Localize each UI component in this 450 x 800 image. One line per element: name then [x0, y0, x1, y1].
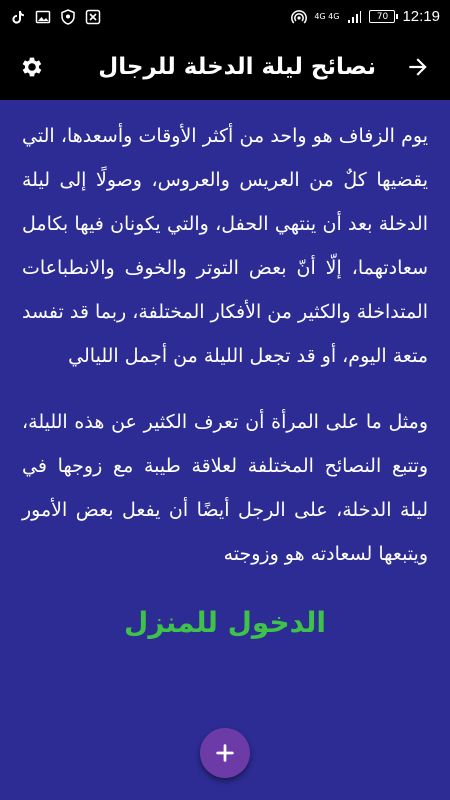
arrow-back-icon — [405, 54, 431, 80]
image-icon — [35, 9, 51, 25]
battery-icon — [369, 10, 395, 23]
paragraph-intro: يوم الزفاف هو واحد من أكثر الأوقات وأسعدها، التي يقضيها كلٌ من العريس والعروس، وصولًا إلى ليلة الدخلة بعد أن ينتهي الحفل، والتي يكونان فيها بكامل سعادتهما، إلّا أنّ بعض التوتر والخوف والانطباعات المتداخلة والكثير من الأفكار المختلفة، ربما قد تفسد متعة اليوم، أو قد تجعل الليلة من أجمل الليالي — [22, 125, 428, 367]
hotspot-icon — [291, 9, 307, 25]
app-bar — [0, 33, 450, 100]
status-bar-notifications — [10, 9, 101, 25]
network-type-label: 4G 4G — [314, 11, 340, 21]
tiktok-icon — [10, 9, 26, 25]
gear-icon — [19, 54, 45, 80]
section-heading: الدخول للمنزل — [124, 606, 326, 639]
back-button[interactable] — [398, 47, 438, 87]
add-fab-button[interactable] — [200, 728, 250, 778]
clock: 12:19 — [402, 8, 440, 25]
plus-icon — [214, 742, 236, 764]
status-bar-system — [291, 8, 440, 25]
shield-icon — [60, 9, 76, 25]
article-content — [0, 100, 450, 800]
page-title: نصائح ليلة الدخلة للرجال — [98, 53, 376, 80]
battery-level: 70 — [376, 11, 389, 22]
signal-icon — [346, 9, 362, 25]
settings-button[interactable] — [12, 47, 52, 87]
close-box-icon — [85, 9, 101, 25]
paragraph-advice: ومثل ما على المرأة أن تعرف الكثير عن هذه الليلة، وتتبع النصائح المختلفة لعلاقة طيبة مع زوجها في ليلة الدخلة، على الرجل أيضًا أن يفعل بعض الأمور ويتبعها لسعادته هو وزوجته — [22, 411, 428, 565]
status-bar — [0, 0, 450, 33]
